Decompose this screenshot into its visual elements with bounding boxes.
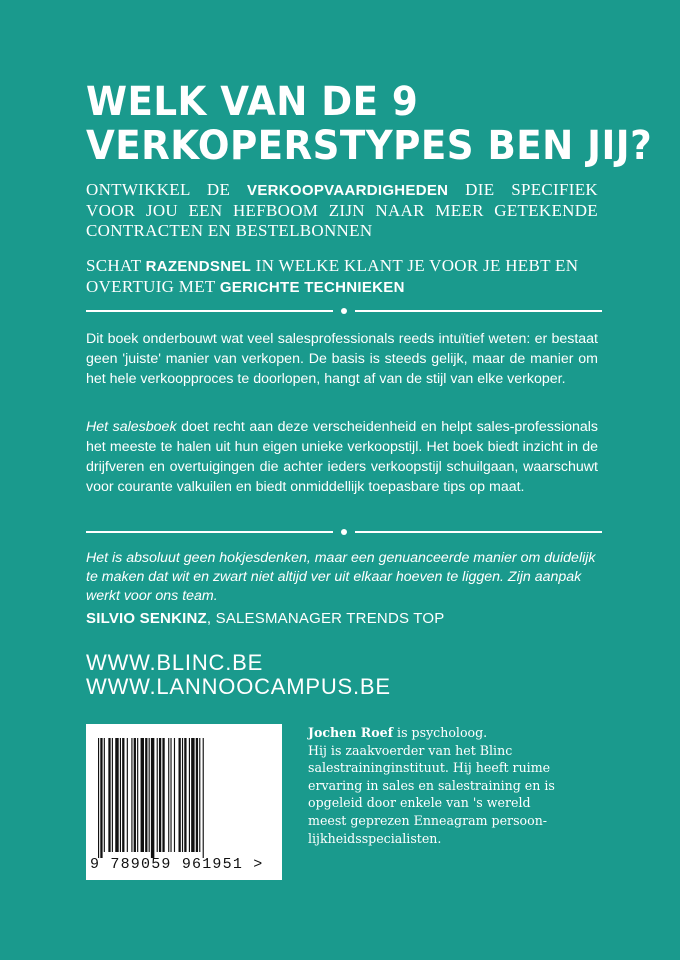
url-lannoocampus[interactable]: WWW.LANNOOCAMPUS.BE bbox=[86, 674, 391, 699]
divider-top bbox=[86, 310, 602, 312]
lead-paragraph-1 bbox=[86, 180, 598, 241]
url-blinc[interactable]: WWW.BLINC.BE bbox=[86, 650, 264, 675]
divider-dot bbox=[341, 308, 347, 314]
lead1-bold: VERKOOPVAARDIGHEDEN bbox=[247, 182, 449, 199]
website-urls bbox=[86, 651, 391, 699]
lead1-pre: ONTWIKKEL DE bbox=[86, 180, 248, 199]
bio-line-3: salestraininginstituut. Hij heeft ruime bbox=[308, 760, 551, 776]
book-title bbox=[86, 79, 653, 169]
divider-bottom bbox=[86, 531, 602, 533]
lead-paragraph-2 bbox=[86, 256, 598, 298]
book-name-italic: Het salesboek bbox=[86, 419, 177, 435]
bio-line-1-text: is psycholoog. bbox=[393, 725, 488, 740]
quote-author bbox=[86, 609, 444, 629]
divider-dot bbox=[341, 529, 347, 535]
isbn-digits: 9 789059 961951 > bbox=[90, 856, 264, 873]
para2-text: doet recht aan deze verscheidenheid en helpt sales-professionals het meeste te halen uit hun eigen unieke verkoopstijl. Het boek biedt inzicht in de drijfveren en overtuigingen die achter ieders verkoopstijl schuilgaan, waarschuwt voor courante valkuilen en biedt onmiddellijk toepasbare tips op maat. bbox=[86, 419, 599, 495]
bio-author-name: Jochen Roef bbox=[308, 725, 394, 740]
bio-line-7: lijkheidsspecialisten. bbox=[308, 830, 442, 846]
bio-line-2: Hij is zaakvoerder van het Blinc bbox=[308, 742, 513, 758]
bio-line-6: meest geprezen Enneagram persoon- bbox=[308, 812, 548, 828]
isbn-barcode bbox=[86, 724, 282, 880]
lead2-bold-2: GERICHTE TECHNIEKEN bbox=[219, 279, 405, 296]
author-bio bbox=[308, 724, 618, 847]
bio-line-5: opgeleid door enkele van 's wereld bbox=[308, 795, 531, 811]
body-paragraph-1: Dit boek onderbouwt wat veel salesprofessionals reeds intuïtief weten: er bestaat geen 'juiste' manier van verkopen. De basis is steeds gelijk, maar de manier om het hele verkoopproces te doorlopen, hangt af van de stijl van elke verkoper. bbox=[86, 331, 598, 387]
lead2-bold-1: RAZENDSNEL bbox=[145, 258, 252, 275]
lead2-mid: IN WELKE KLANT JE VOOR JE HEBT EN OVERTUIG MET bbox=[86, 256, 579, 296]
body-paragraph-2 bbox=[86, 417, 598, 497]
title-line-2: VERKOPERSTYPES BEN JIJ? bbox=[86, 123, 653, 169]
lead1-post: DIE SPECIFIEK VOOR JOU EEN HEFBOOM ZIJN NAAR MEER GETEKENDE CONTRACTEN EN BESTELBONNEN bbox=[86, 180, 598, 240]
author-name: SILVIO SENKINZ bbox=[86, 610, 207, 627]
bio-line-1 bbox=[308, 724, 618, 742]
author-role: , SALESMANAGER TRENDS TOP bbox=[206, 610, 445, 627]
testimonial-quote: Het is absoluut geen hokjesdenken, maar een genuanceerde manier om duidelijk te maken dat wit en zwart niet altijd ver uit elkaar hoeven te liggen. Zijn aanpak werkt voor ons team. bbox=[86, 550, 596, 604]
bio-line-4: ervaring in sales en salestraining en is bbox=[308, 777, 555, 793]
lead2-pre: SCHAT bbox=[86, 256, 146, 275]
title-line-1: WELK VAN DE 9 bbox=[86, 79, 419, 125]
